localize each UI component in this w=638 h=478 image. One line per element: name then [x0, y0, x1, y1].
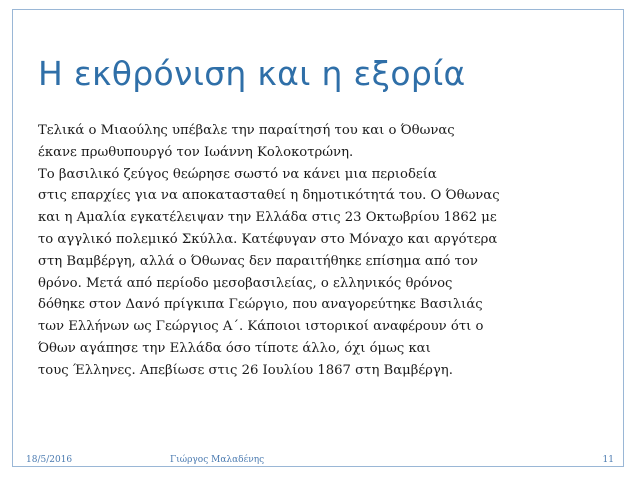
body-line: Το βασιλικό ζεύγος θεώρησε σωστό να κάνει μια περιοδεία	[38, 166, 437, 182]
body-line: των Ελλήνων ως Γεώργιος Α΄. Κάποιοι ιστορικοί αναφέρουν ότι ο	[38, 319, 484, 335]
slide-body	[38, 120, 598, 382]
body-line: και η Αμαλία εγκατέλειψαν την Ελλάδα στις 23 Οκτωβρίου 1862 με	[38, 210, 497, 226]
body-line: θρόνο. Μετά από περίοδο μεσοβασιλείας, ο ελληνικός θρόνος	[38, 275, 453, 291]
body-line: δόθηκε στον Δανό πρίγκιπα Γεώργιο, που αναγορεύτηκε Βασιλιάς	[38, 297, 483, 313]
body-line: τους Έλληνες. Απεβίωσε στις 26 Ιουλίου 1867 στη Βαμβέργη.	[38, 362, 453, 378]
footer-date: 18/5/2016	[26, 455, 73, 465]
body-line: στη Βαμβέργη, αλλά ο Όθωνας δεν παραιτήθηκε επίσημα από τον	[38, 253, 478, 269]
footer-page-number: 11	[602, 455, 614, 465]
footer-author: Γιώργος Μαλαδένης	[170, 455, 265, 465]
body-line: Τελικά ο Μιαούλης υπέβαλε την παραίτησή του και ο Όθωνας	[38, 123, 455, 138]
body-line: στις επαρχίες για να αποκατασταθεί η δημοτικότητά του. Ο Όθωνας	[38, 188, 500, 204]
body-line: το αγγλικό πολεμικό Σκύλλα. Κατέφυγαν στο Μόναχο και αργότερα	[38, 231, 498, 247]
slide-title: Η εκθρόνιση και η εξορία	[38, 54, 466, 93]
body-line: Όθων αγάπησε την Ελλάδα όσο τίποτε άλλο, όχι όμως και	[38, 340, 431, 356]
body-line: έκανε πρωθυπουργό τον Ιωάννη Κολοκοτρώνη.	[38, 144, 354, 160]
